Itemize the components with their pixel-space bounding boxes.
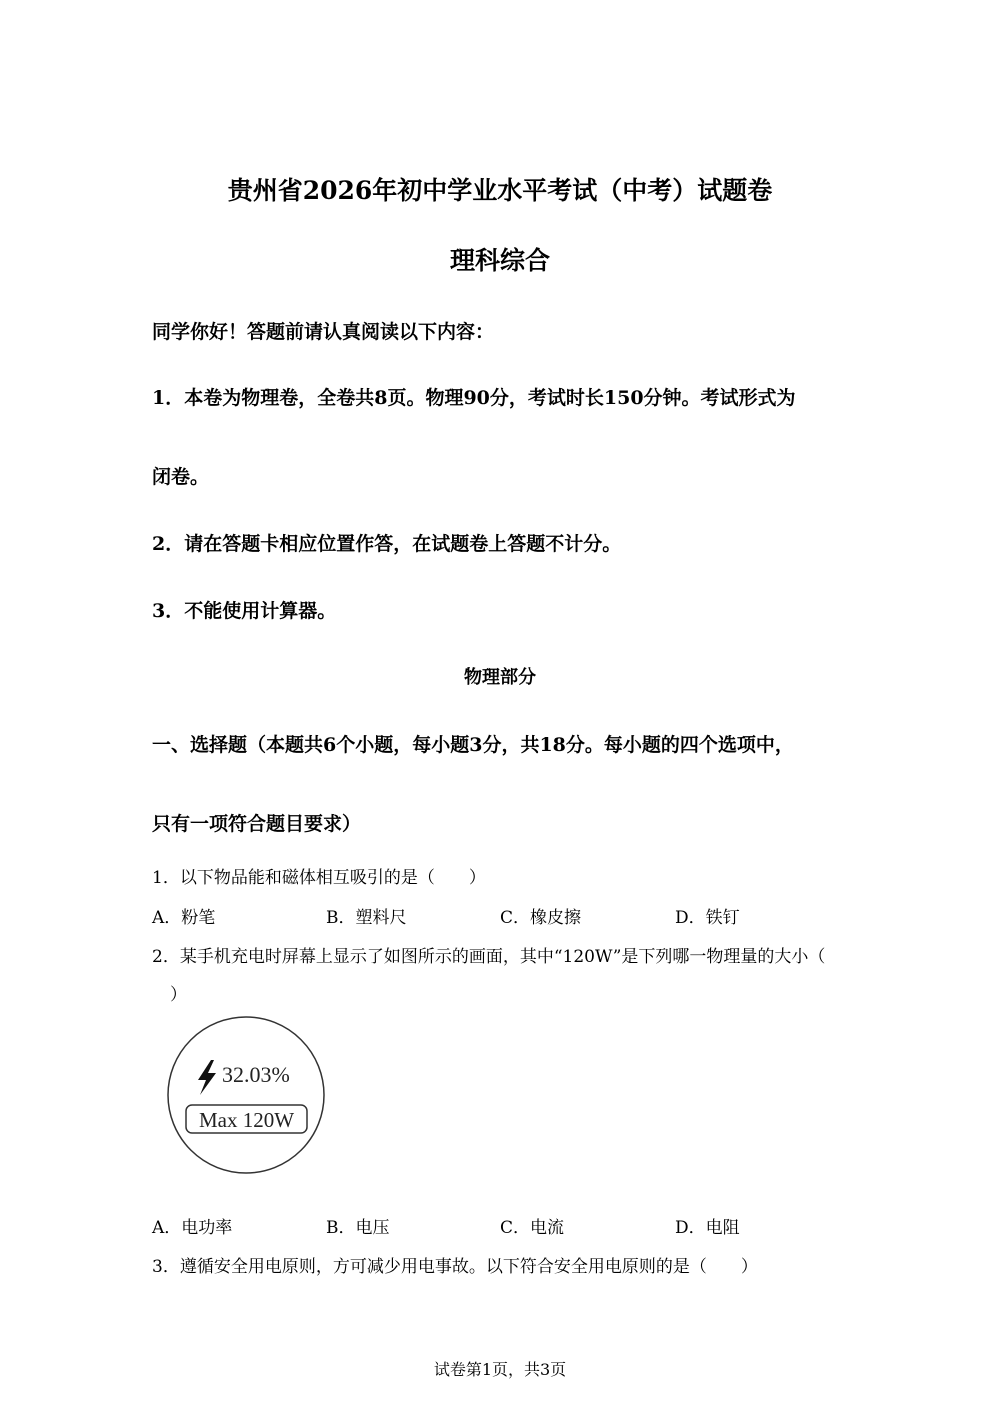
notice-item-2: 2．请在答题卡相应位置作答，在试题卷上答题不计分。 xyxy=(152,533,622,555)
page-footer: 试卷第1页，共3页 xyxy=(433,1360,567,1379)
question-1-option-d: D．铁钉 xyxy=(675,908,740,928)
question-2-option-a: A．电功率 xyxy=(152,1218,233,1238)
charging-screen-circle xyxy=(168,1017,324,1173)
notice-item-3: 3．不能使用计算器。 xyxy=(152,600,337,622)
question-1-option-a: A．粉笔 xyxy=(152,908,216,928)
part-heading-line-2: 只有一项符合题目要求） xyxy=(152,813,362,835)
question-3-stem: 3．遵循安全用电原则，方可减少用电事故。以下符合安全用电原则的是（ ） xyxy=(152,1257,758,1277)
question-2-stem-line-2: ） xyxy=(170,985,187,1005)
exam-title: 贵州省2026年初中学业水平考试（中考）试题卷 xyxy=(227,176,773,205)
notice-item-1-line-1: 1．本卷为物理卷，全卷共8页。物理90分，考试时长150分钟。考试形式为 xyxy=(152,387,796,409)
question-2-stem-line-1: 2．某手机充电时屏幕上显示了如图所示的画面，其中“120W”是下列哪一物理量的大小（ xyxy=(152,947,826,967)
charging-screen-figure xyxy=(166,1016,328,1176)
section-heading: 物理部分 xyxy=(464,667,536,688)
question-1-option-c: C．橡皮擦 xyxy=(500,908,582,928)
charging-screen-svg xyxy=(166,1016,328,1176)
question-2-option-c: C．电流 xyxy=(500,1218,565,1238)
question-1-option-b: B．塑料尺 xyxy=(326,908,407,928)
question-2-option-b: B．电压 xyxy=(326,1218,390,1238)
max-power-text: Max 120W xyxy=(198,1108,295,1132)
notice-item-1-line-2: 闭卷。 xyxy=(152,466,210,488)
part-heading-line-1: 一、选择题（本题共6个小题，每小题3分，共18分。每小题的四个选项中， xyxy=(152,734,794,756)
notice-intro: 同学你好！答题前请认真阅读以下内容： xyxy=(152,321,495,343)
exam-subtitle: 理科综合 xyxy=(449,246,550,275)
battery-percent-text: 32.03% xyxy=(222,1062,290,1087)
question-1-stem: 1．以下物品能和磁体相互吸引的是（ ） xyxy=(152,868,486,888)
question-2-option-d: D．电阻 xyxy=(675,1218,740,1238)
